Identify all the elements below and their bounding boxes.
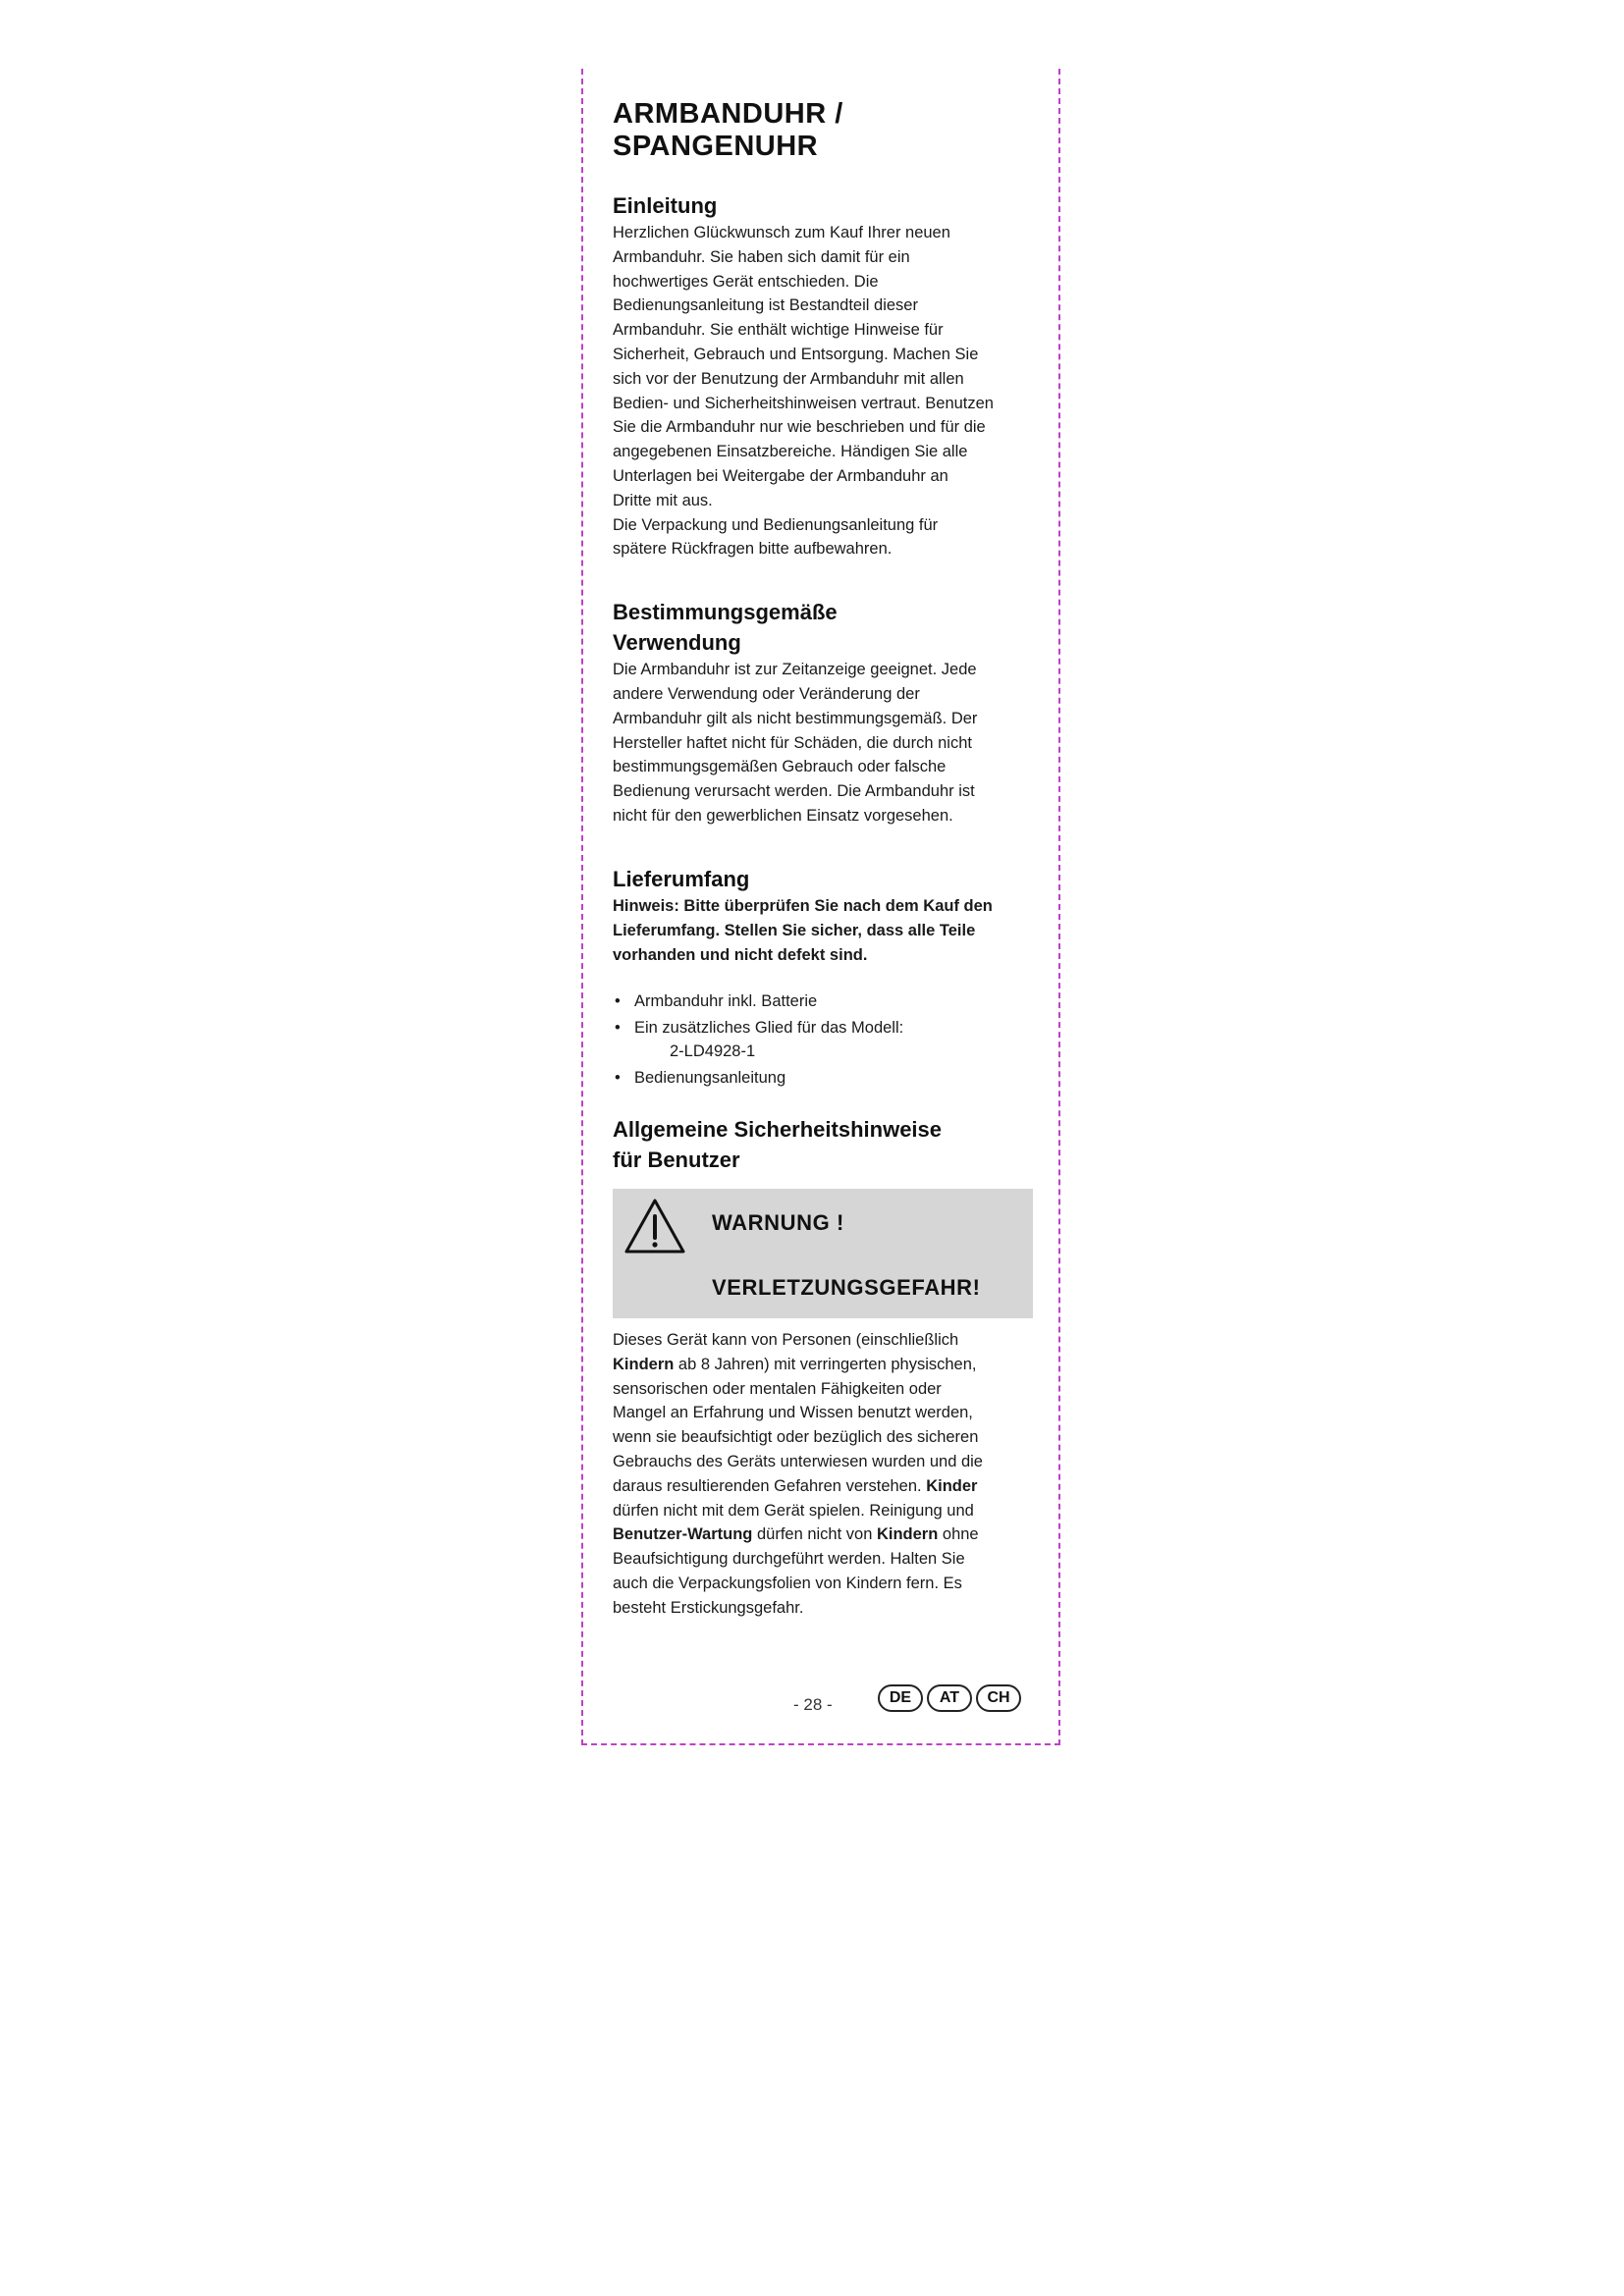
bullet-icon: • (615, 991, 621, 1010)
text-line: Mangel an Erfahrung und Wissen benutzt werden, (613, 1404, 973, 1422)
heading-line: Allgemeine Sicherheitshinweise (613, 1116, 943, 1142)
title-line-1: ARMBANDUHR / (613, 98, 843, 130)
text-line: bestimmungsgemäßen Gebrauch oder falsche (613, 758, 947, 776)
country-badge-ch: CH (976, 1684, 1021, 1712)
text-line: dürfen nicht von (752, 1525, 877, 1544)
text-line: Unterlagen bei Weitergabe der Armbanduhr an (613, 466, 948, 485)
text-line: Bedienung verursacht werden. Die Armbanduhr ist (613, 782, 975, 801)
bullet-icon: • (615, 1069, 621, 1088)
safety-paragraph (613, 1328, 1035, 1621)
heading-line: Verwendung (613, 630, 741, 656)
text-line: vorhanden und nicht defekt sind. (613, 945, 868, 964)
title-line-2: SPANGENUHR (613, 131, 819, 162)
page-title (613, 98, 1035, 163)
text-line: sensorischen oder mentalen Fähigkeiten oder (613, 1379, 942, 1398)
text-line: angegebenen Einsatzbereiche. Händigen Sie alle (613, 443, 968, 461)
text-line: Die Armbanduhr ist zur Zeitanzeige geeignet. Jede (613, 661, 977, 679)
warning-triangle-icon (623, 1197, 687, 1255)
text-line: dürfen nicht mit dem Gerät spielen. Reinigung und (613, 1501, 974, 1520)
text-line: Hinweis: Bitte überprüfen Sie nach dem Kauf den (613, 896, 993, 915)
emphasis: Kinder (926, 1476, 978, 1495)
page-number: - 28 - (793, 1695, 833, 1714)
text-line: ab 8 Jahren) mit verringerten physischen, (674, 1355, 977, 1373)
text-line: sich vor der Benutzung der Armbanduhr mit allen (613, 369, 964, 388)
text-line: Gebrauchs des Geräts unterwiesen wurden und die (613, 1452, 983, 1470)
page-content (613, 98, 1035, 1620)
text-line: Sie die Armbanduhr nur wie beschrieben und für die (613, 418, 986, 437)
intro-heading: Einleitung (613, 193, 718, 218)
text-line: Dieses Gerät kann von Personen (einschließlich (613, 1330, 959, 1349)
heading-line: Bestimmungsgemäße (613, 600, 838, 625)
intro-paragraph-1 (613, 221, 1035, 513)
list-item (613, 1016, 1035, 1065)
list-item-label: Bedienungsanleitung (634, 1069, 786, 1088)
emphasis: Benutzer-Wartung (613, 1525, 753, 1544)
text-line: Armbanduhr gilt als nicht bestimmungsgemäß. Der (613, 709, 978, 727)
scope-heading: Lieferumfang (613, 866, 750, 891)
text-line: besteht Erstickungsgefahr. (613, 1598, 804, 1617)
list-item-model: 2-LD4928-1 (670, 1042, 756, 1061)
text-line: Bedienungsanleitung ist Bestandteil dieser (613, 296, 918, 315)
intended-use-paragraph (613, 658, 1035, 828)
emphasis: Kindern (613, 1355, 675, 1373)
bullet-icon: • (615, 1018, 621, 1037)
text-line: Hersteller haftet nicht für Schäden, die durch nicht (613, 733, 972, 752)
text-line: ohne (938, 1525, 979, 1544)
list-item (613, 989, 1035, 1014)
list-item-label: Ein zusätzliches Glied für das Modell: (634, 1018, 904, 1037)
text-line: auch die Verpackungsfolien von Kindern fern. Es (613, 1574, 962, 1592)
text-line: spätere Rückfragen bitte aufbewahren. (613, 540, 893, 559)
text-line: Sicherheit, Gebrauch und Entsorgung. Machen Sie (613, 345, 979, 363)
list-item-label: Armbanduhr inkl. Batterie (634, 991, 818, 1010)
text-line: Dritte mit aus. (613, 491, 713, 509)
warning-box (613, 1189, 1033, 1318)
warning-subtitle: VERLETZUNGSGEFAHR! (712, 1274, 981, 1300)
text-line: hochwertiges Gerät entschieden. Die (613, 272, 879, 291)
country-badge-at: AT (927, 1684, 972, 1712)
scope-note (613, 894, 1035, 968)
text-line: andere Verwendung oder Veränderung der (613, 684, 920, 703)
text-line: Armbanduhr. Sie enthält wichtige Hinweise für (613, 321, 944, 340)
list-item (613, 1066, 1035, 1091)
text-line: Lieferumfang. Stellen Sie sicher, dass alle Teile (613, 921, 976, 939)
text-line: Bedien- und Sicherheitshinweisen vertraut. Benutzen (613, 394, 994, 412)
text-line: nicht für den gewerblichen Einsatz vorgesehen. (613, 806, 953, 825)
text-line: Beaufsichtigung durchgeführt werden. Halten Sie (613, 1550, 965, 1569)
emphasis: Kindern (876, 1525, 939, 1544)
intro-paragraph-2 (613, 513, 1035, 562)
safety-heading (613, 1114, 1035, 1175)
text-line: wenn sie beaufsichtigt oder bezüglich des sicheren (613, 1428, 979, 1447)
scope-list (613, 989, 1035, 1091)
warning-title: WARNUNG ! (712, 1209, 844, 1235)
text-line: daraus resultierenden Gefahren verstehen. (613, 1476, 927, 1495)
country-badge-de: DE (878, 1684, 923, 1712)
text-line: Armbanduhr. Sie haben sich damit für ein (613, 247, 910, 266)
text-line: Die Verpackung und Bedienungsanleitung für (613, 515, 939, 534)
country-badges (878, 1684, 1021, 1712)
intended-use-heading (613, 597, 1035, 658)
heading-line: für Benutzer (613, 1147, 740, 1172)
text-line: Herzlichen Glückwunsch zum Kauf Ihrer neuen (613, 224, 950, 241)
